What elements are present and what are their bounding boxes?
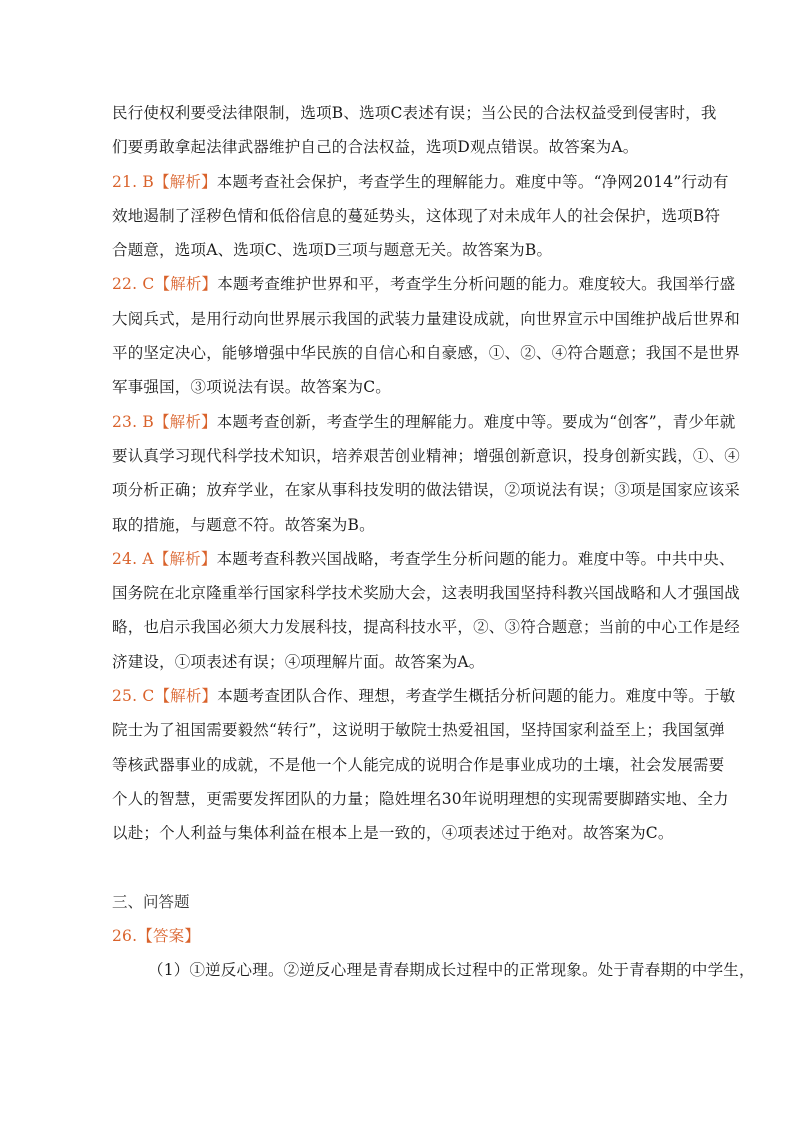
text-line: 大阅兵式，是用行动向世界展示我国的武装力量建设成就，向世界宣示中国维护战后世界和 bbox=[112, 309, 741, 328]
text-line: 要认真学习现代科学技术知识，培养艰苦创业精神；增强创新意识，投身创新实践，①、④ bbox=[112, 446, 741, 465]
analysis-tag: 【解析】 bbox=[153, 412, 217, 431]
analysis-tag: 【解析】 bbox=[153, 172, 217, 191]
question-number: 24. A bbox=[112, 549, 154, 568]
text-line: 军事强国，③项说法有误。故答案为C。 bbox=[112, 378, 391, 397]
text-line: 国务院在北京隆重举行国家科学技术奖励大会，这表明我国坚持科教兴国战略和人才强国战 bbox=[112, 584, 741, 603]
analysis-tag: 【解析】 bbox=[153, 549, 217, 568]
text-line: 取的措施，与题意不符。故答案为B。 bbox=[112, 515, 375, 534]
question-23-header bbox=[112, 405, 762, 439]
text-line: 本题考查团队合作、理想，考查学生概括分析问题的能力。难度中等。于敏 bbox=[217, 687, 736, 706]
text-line: 院士为了祖国需要毅然“转行”，这说明于敏院士热爱祖国，坚持国家利益至上；我国氢弹 bbox=[112, 721, 725, 740]
text-line: 合题意，选项A、选项C、选项D三项与题意无关。故答案为B。 bbox=[112, 241, 553, 260]
question-21-header bbox=[112, 165, 762, 199]
text-line: 平的坚定决心，能够增强中华民族的自信心和自豪感，①、②、④符合题意；我国不是世界 bbox=[112, 344, 741, 363]
question-22-header bbox=[112, 267, 762, 301]
analysis-tag: 【解析】 bbox=[154, 275, 218, 294]
text-line: 略，也启示我国必须大力发展科技，提高科技水平，②、③符合题意；当前的中心工作是经 bbox=[112, 618, 741, 637]
text-line: 项分析正确；放弃学业，在家从事科技发明的做法错误，②项说法有误；③项是国家应该采 bbox=[112, 481, 741, 500]
question-number: 21. B bbox=[112, 172, 154, 191]
text-line: 本题考查社会保护，考查学生的理解能力。难度中等。“净网2014”行动有 bbox=[216, 172, 729, 191]
answer-tag: 【答案】 bbox=[137, 926, 201, 945]
section-title: 三、问答题 bbox=[112, 892, 190, 911]
text-line: 本题考查科教兴国战略，考查学生分析问题的能力。难度中等。中共中央、 bbox=[216, 549, 735, 568]
answer-text-line: （1）①逆反心理。②逆反心理是青春期成长过程中的正常现象。处于青春期的中学生， bbox=[148, 961, 755, 980]
text-line: 济建设，①项表述有误；④项理解片面。故答案为A。 bbox=[112, 652, 485, 671]
document-content bbox=[112, 96, 762, 987]
question-24-header bbox=[112, 542, 762, 576]
question-number: 23. B bbox=[112, 412, 154, 431]
text-line: 本题考查维护世界和平，考查学生分析问题的能力。难度较大。我国举行盛 bbox=[217, 275, 736, 294]
text-line: 个人的智慧，更需要发挥团队的力量；隐姓埋名30年说明理想的实现需要脚踏实地、全力 bbox=[112, 789, 729, 808]
question-number: 26. bbox=[112, 926, 138, 945]
question-25-header bbox=[112, 679, 762, 713]
text-line: 们要勇敢拿起法律武器维护自己的合法权益，选项D观点错误。故答案为A。 bbox=[112, 138, 639, 157]
spacer bbox=[112, 851, 762, 885]
question-number: 25. C bbox=[112, 687, 155, 706]
question-number: 22. C bbox=[112, 275, 155, 294]
analysis-tag: 【解析】 bbox=[154, 687, 218, 706]
text-line: 等核武器事业的成就，不是他一个人能完成的说明合作是事业成功的土壤，社会发展需要 bbox=[112, 755, 725, 774]
text-line: 民行使权利要受法律限制，选项B、选项C表述有误；当公民的合法权益受到侵害时，我 bbox=[112, 104, 717, 122]
text-line: 以赴；个人利益与集体利益在根本上是一致的，④项表述过于绝对。故答案为C。 bbox=[112, 824, 674, 843]
text-line: 效地遏制了淫秽色情和低俗信息的蔓延势头，这体现了对未成年人的社会保护，选项B符 bbox=[112, 206, 721, 225]
answer-header bbox=[112, 919, 762, 953]
text-line: 本题考查创新，考查学生的理解能力。难度中等。要成为“创客”，青少年就 bbox=[216, 412, 736, 431]
